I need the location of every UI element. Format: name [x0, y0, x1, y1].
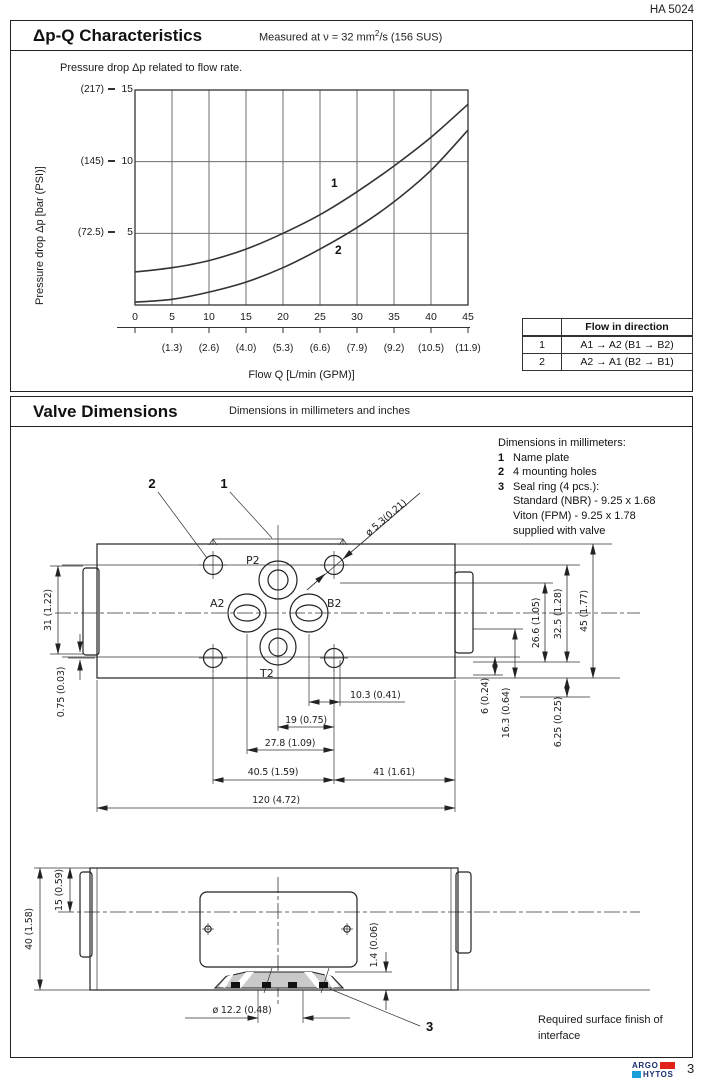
valve-top-view-drawing: [20, 430, 680, 825]
port-a2-label: A2: [210, 597, 225, 610]
x-tick: 15: [240, 311, 252, 323]
mounting-holes: [199, 551, 348, 672]
left-dimensions: [43, 566, 80, 717]
legend-item-2: 2 4 mounting holes: [498, 466, 597, 479]
table-row: 2 A2 → A1 (B2 → B1): [523, 354, 693, 371]
x-tick: 30: [351, 311, 363, 323]
flow-direction-header: Flow in direction: [562, 319, 693, 337]
pq-section-subtitle: Measured at ν = 32 $mm^2/s$ (156 SUS): [259, 29, 443, 44]
x-tick: 0: [132, 311, 138, 323]
y-tick-10: (145) 10: [80, 155, 133, 167]
document-code: HA 5024: [649, 4, 694, 16]
legend-item-1: 1 Name plate: [498, 451, 570, 464]
legend-item-3-line4: supplied with valve: [513, 524, 606, 537]
legend-item-3-line2: Standard (NBR) - 9.25 x 1.68: [513, 495, 656, 508]
gpm-tick: (5.3): [272, 343, 294, 354]
x-tick: 10: [203, 311, 215, 323]
y-tick-15: (217) 15: [80, 83, 133, 95]
x-axis-title: Flow Q [L/min (GPM)]: [248, 369, 355, 381]
gpm-ruler: [117, 326, 473, 336]
dims-section-title: Valve Dimensions: [33, 402, 178, 421]
empty-header-cell: [523, 319, 562, 337]
dims-section-header: [11, 397, 692, 427]
gpm-tick: (10.5): [417, 343, 445, 354]
flow-direction-table: [522, 318, 693, 371]
dims-section-subtitle: Dimensions in millimeters and inches: [229, 405, 410, 417]
y-tick-5: (72.5) 5: [77, 226, 133, 238]
table-row: 1 A1 → A2 (B1 → B2): [523, 336, 693, 354]
dim-0-75: 0.75 (0.03): [56, 666, 67, 718]
argo-hytos-logo: [632, 1061, 675, 1079]
callout-3-seal-ring: 3: [426, 1019, 434, 1034]
x-tick: 45: [462, 311, 474, 323]
tick-dash: [108, 231, 115, 233]
curve-label-2: 2: [335, 243, 342, 257]
dim-10-3: 10.3 (0.41): [350, 690, 401, 701]
x-tick: 40: [425, 311, 437, 323]
pq-chart: [135, 90, 468, 305]
gpm-tick: (11.9): [455, 343, 481, 354]
callout-1-name-plate: 1: [220, 476, 228, 491]
x-tick: 25: [314, 311, 326, 323]
dim-6-25: 6.25 (0.25): [553, 696, 564, 748]
gpm-tick: (6.6): [309, 343, 331, 354]
valve-side-view-drawing: [20, 855, 680, 1035]
dim-120: 120 (4.72): [252, 795, 300, 806]
tick-dash: [108, 88, 115, 90]
name-plate: [200, 892, 357, 967]
dim-32-5: 32.5 (1.28): [553, 588, 564, 640]
logo-argo-text: ARGO: [632, 1061, 659, 1070]
port-t2-label: T2: [260, 667, 274, 680]
gpm-tick: (4.0): [235, 343, 257, 354]
dim-45: 45 (1.77): [579, 590, 590, 632]
chart-note: Pressure drop Δp related to flow rate.: [60, 62, 243, 74]
dim-40-5: 40.5 (1.59): [247, 767, 299, 778]
right-dimensions: [480, 544, 593, 747]
pq-section-header: [11, 21, 692, 51]
x-tick: 35: [388, 311, 400, 323]
x-tick: 20: [277, 311, 289, 323]
pq-section-title: Δp-Q Characteristics: [33, 26, 203, 45]
curve-label-1: 1: [331, 176, 338, 190]
dim-26-6: 26.6 (1.05): [531, 597, 542, 649]
dim-6: 6 (0.24): [480, 677, 491, 715]
dim-31: 31 (1.22): [43, 589, 54, 631]
hole-diameter-label: ø 5.3(0.21): [363, 497, 410, 539]
port-labels: [210, 554, 342, 680]
table-header-row: [523, 319, 693, 337]
dim-1-4: 1.4 (0.06): [369, 922, 380, 968]
logo-blue-block: [632, 1071, 641, 1078]
legend-item-3: 3 Seal ring (4 pcs.):: [498, 480, 600, 493]
dim-19: 19 (0.75): [285, 715, 327, 726]
port-p2-label: P2: [246, 554, 260, 567]
x-tick: 5: [169, 311, 175, 323]
gpm-tick: (7.9): [346, 343, 368, 354]
seal-ring-detail: [215, 968, 343, 993]
dim-27-8: 27.8 (1.09): [264, 738, 316, 749]
left-dimensions: [24, 868, 70, 990]
surface-finish-note: Required surface finish of interface: [538, 1014, 663, 1042]
dim-41: 41 (1.61): [373, 767, 415, 778]
dim-15: 15 (0.59): [54, 869, 65, 911]
logo-red-block: [660, 1062, 675, 1069]
legend-heading: Dimensions in millimeters:: [498, 437, 626, 449]
gpm-tick: (2.6): [198, 343, 220, 354]
dim-16-3: 16.3 (0.64): [501, 687, 512, 739]
horizontal-dimensions: [97, 690, 455, 808]
dim-12-2: ø 12.2 (0.48): [212, 1005, 272, 1016]
centerlines: [58, 877, 640, 1007]
gpm-tick: (1.3): [161, 343, 183, 354]
gpm-tick: (9.2): [383, 343, 405, 354]
y-axis-title: Pressure drop Δp [bar (PSI)]: [34, 166, 46, 305]
callout-2-mounting-holes: 2: [148, 476, 156, 491]
page-number: 3: [687, 1061, 695, 1076]
port-b2-label: B2: [327, 597, 342, 610]
logo-hytos-text: HYTOS: [643, 1070, 674, 1079]
legend-item-3-line3: Viton (FPM) - 9.25 x 1.78: [513, 509, 636, 522]
tick-dash: [108, 160, 115, 162]
dim-40: 40 (1.58): [24, 908, 35, 950]
